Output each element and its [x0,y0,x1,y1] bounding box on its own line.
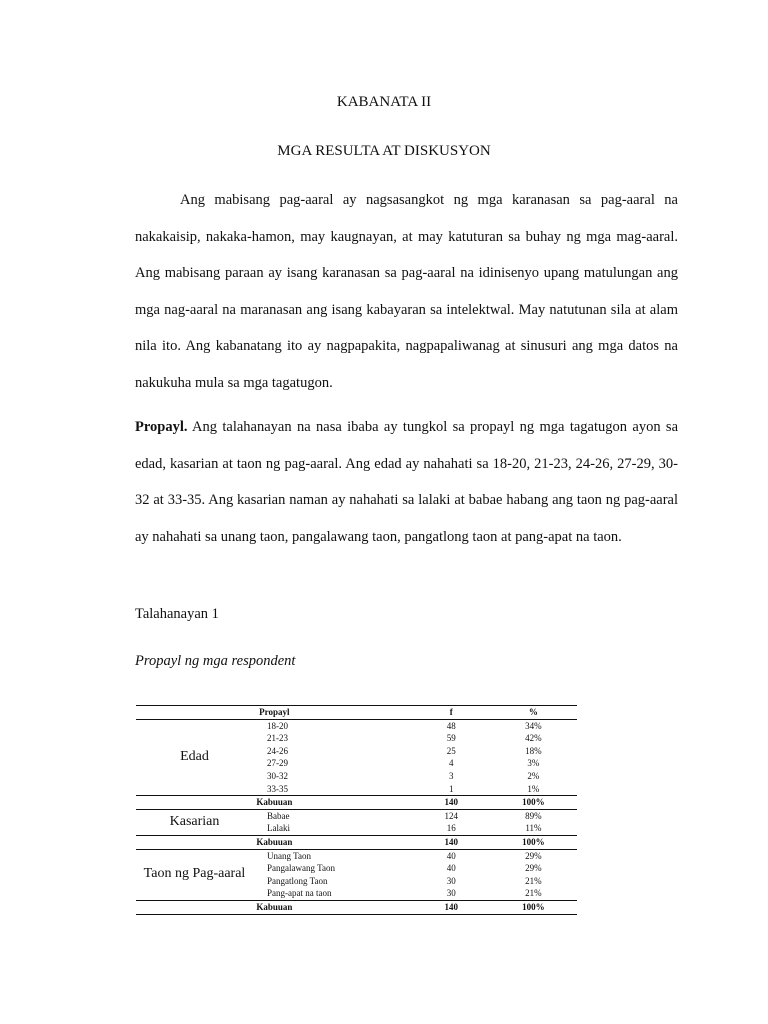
table-row [136,719,577,732]
row-label: Pangatlong Taon [267,875,328,886]
row-pct: 89% [525,810,542,821]
total-row-edad [136,796,577,810]
section-title: MGA RESULTA AT DISKUSYON [277,143,491,159]
header-f: f [413,706,490,720]
row-label: Babae [267,810,290,821]
row-label: Lalaki [267,823,291,834]
profile-lead: Propayl. [135,419,188,435]
row-label: 21-23 [267,733,289,744]
total-label: Kabuuan [136,900,413,914]
total-row-kasarian [136,835,577,849]
header-propayl: Propayl [136,706,413,720]
row-label: 33-35 [267,783,289,794]
row-label: 24-26 [267,745,289,756]
profile-paragraph [135,409,678,555]
profile-paragraph-text: Ang talahanayan na nasa ibaba ay tungkol sa propayl ng mga tagatugon ayon sa edad, kasarian at taon ng pag-aaral. Ang edad ay nahahati sa 18-20, 21-23, 24-26, 27-29, 30-32 at 33-35. Ang kasarian naman ay nahahati sa lalaki at babae habang ang taon ng pag-aaral ay nahahati sa unang taon, pangalawang taon, pangatlong taon at pang-apat na taon. [135,419,678,545]
row-label: Pangalawang Taon [267,863,335,874]
table-label: Talahanayan 1 [135,606,219,622]
row-f: 30 [446,875,456,886]
row-label: Unang Taon [267,850,311,861]
row-f: 4 [449,758,454,769]
row-pct: 29% [525,850,542,861]
total-f: 140 [413,900,490,914]
row-pct: 1% [527,783,540,794]
header-pct: % [490,706,577,720]
row-f: 25 [446,745,456,756]
row-label: 18-20 [267,720,289,731]
row-f: 30 [446,888,456,899]
total-pct: 100% [490,900,577,914]
row-pct: 21% [525,888,542,899]
intro-paragraph: Ang mabisang pag-aaral ay nagsasangkot ng mga karanasan sa pag-aaral na nakakaisip, nakaka-hamon, may kaugnayan, at may katuturan sa buhay ng mga mag-aaral. Ang mabisang paraan ay isang karanasan sa pag-aaral na idinisenyo upang matulungan ang mga nag-aaral na maranasan ang isang kabayaran sa intelektwal. May natutunan sila at alam nila ito. Ang kabanatang ito ay nagpapakita, nagpapaliwanag at sinusuri ang mga datos na nakukuha mula sa mga tagatugon. [135,192,678,391]
row-pct: 11% [525,823,542,834]
row-pct: 18% [525,745,542,756]
total-pct: 100% [490,796,577,810]
total-row-taon [136,900,577,914]
row-f: 40 [446,850,456,861]
row-f: 1 [449,783,454,794]
total-pct: 100% [490,835,577,849]
row-pct: 3% [527,758,540,769]
total-label: Kabuuan [136,796,413,810]
table-row [136,849,577,862]
table-caption: Propayl ng mga respondent [135,653,296,669]
row-label: Pang-apat na taon [267,888,332,899]
row-f: 59 [446,733,456,744]
group-label-kasarian: Kasarian [169,814,220,830]
group-label-taon: Taon ng Pag-aaral [143,866,246,882]
row-pct: 29% [525,863,542,874]
row-f: 48 [446,720,456,731]
row-f: 124 [444,810,458,821]
group-label-edad: Edad [180,749,209,765]
row-f: 16 [446,823,456,834]
row-pct: 21% [525,875,542,886]
table-header-row [136,706,577,720]
row-f: 3 [449,770,454,781]
total-f: 140 [413,835,490,849]
table-row [136,809,577,822]
row-f: 40 [446,863,456,874]
row-label: 27-29 [267,758,289,769]
total-f: 140 [413,796,490,810]
chapter-heading: KABANATA II [336,94,432,110]
row-pct: 34% [525,720,542,731]
profile-table [136,705,577,915]
total-label: Kabuuan [136,835,413,849]
row-label: 30-32 [267,770,289,781]
row-pct: 42% [525,733,542,744]
row-pct: 2% [527,770,540,781]
